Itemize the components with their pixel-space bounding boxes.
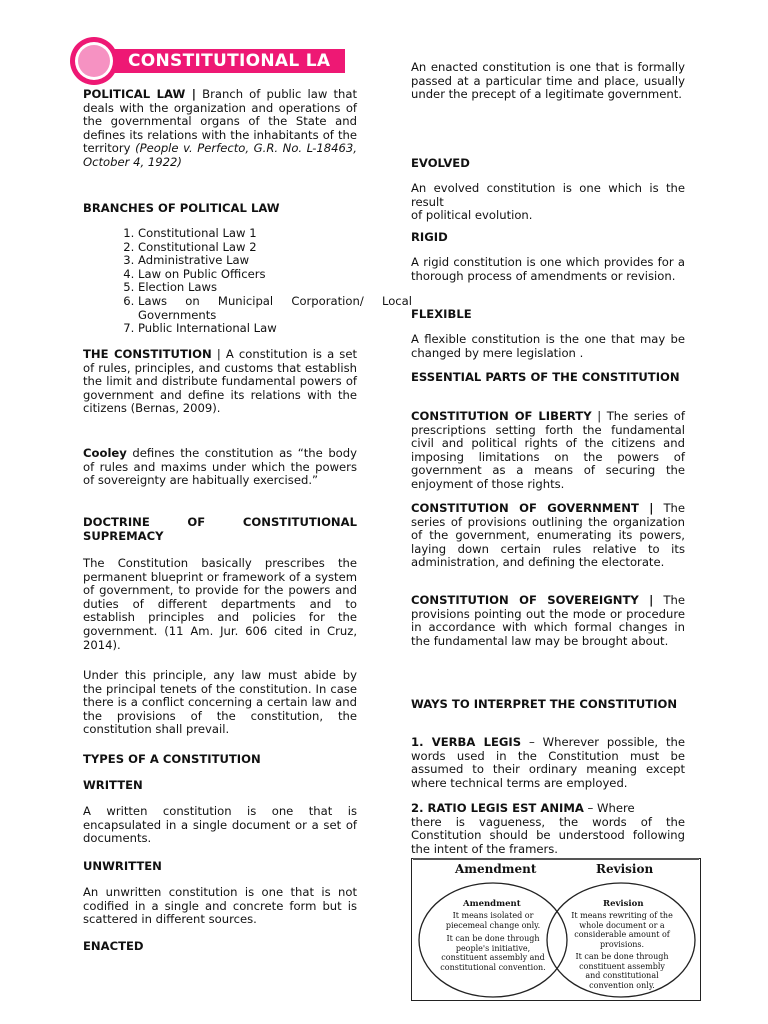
rigid-heading: RIGID (411, 230, 448, 244)
list-item: 7. Public International Law (138, 322, 412, 336)
types-heading: TYPES OF A CONSTITUTION (83, 752, 261, 766)
branches-heading: BRANCHES OF POLITICAL LAW (83, 201, 280, 215)
liberty-paragraph (411, 410, 685, 492)
list-item: 4. Law on Public Officers (138, 268, 412, 282)
amendment-revision-venn-diagram (411, 858, 701, 1001)
doctrine-heading (83, 516, 357, 543)
written-heading: WRITTEN (83, 778, 143, 792)
unwritten-heading: UNWRITTEN (83, 859, 162, 873)
unwritten-definition: An unwritten constitution is one that is not codified in a single and concrete form but is scattered in different sources. (83, 885, 357, 927)
essential-heading (411, 371, 685, 385)
verba-legis-definition: – Wherever possible, the words used in the Constitution must be assumed to their ordinary meaning except where technical terms are employed. (411, 735, 685, 790)
government-term: CONSTITUTION OF GOVERNMENT | (411, 501, 654, 515)
cooley-paragraph (83, 447, 357, 488)
constitution-term: THE CONSTITUTION (83, 347, 212, 361)
list-item: 1. Constitutional Law 1 (138, 227, 412, 241)
liberty-definition: | The series of prescriptions setting forth the fundamental civil and political rights of the citizens and imposing limitations on the powers of government as a means of securing the enjoyment of those rights. (411, 409, 685, 491)
government-definition: The series of provisions outlining the organization of the government, enumerating its powers, laying down certain rules relative to its administration, and defining the electorate. (411, 501, 686, 570)
venn-right-subtitle: Revision (603, 899, 644, 909)
evolved-definition-line-1: An evolved constitution is one which is the result (411, 181, 685, 209)
liberty-term: CONSTITUTION OF LIBERTY (411, 409, 592, 423)
sovereignty-definition: The provisions pointing out the mode or procedure in accordance with which formal changes in the fundamental law may be brought about. (411, 593, 685, 648)
page-title: CONSTITUTIONAL LA (128, 51, 331, 71)
verba-legis-paragraph (411, 736, 685, 790)
political-law-paragraph (83, 88, 357, 170)
rigid-definition: A rigid constitution is one which provides for a thorough process of amendments or revision. (411, 255, 685, 283)
cooley-term: Cooley (83, 446, 127, 460)
doctrine-paragraph-2: Under this principle, any law must abide by the principal tenets of the constitution. In case there is a conflict concerning a certain law and the provisions of the constitution, the constitution shall prevail. (83, 668, 357, 737)
constitution-paragraph (83, 348, 357, 416)
flexible-heading: FLEXIBLE (411, 307, 472, 321)
essential-heading-text: ESSENTIAL PARTS OF THE CONSTITUTION (411, 370, 680, 384)
header-banner (70, 37, 345, 85)
ways-heading (411, 698, 685, 712)
verba-legis-term: 1. VERBA LEGIS (411, 735, 522, 749)
political-law-definition: Branch of public law that deals with the organization and operations of the governmental organs of the State and defines its relations with the inhabitants of the territory (83, 87, 357, 156)
venn-left-text-2: It can be done through people's initiative, constituent assembly and constitutional convention. (440, 934, 546, 972)
cooley-definition: defines the constitution as “the body of rules and maxims under which the powers of sovereignty are habitually exercised.” (83, 446, 357, 488)
government-paragraph (411, 502, 685, 570)
doctrine-paragraph-1: The Constitution basically prescribes the permanent blueprint or framework of a system of government, to provide for the powers and duties of different departments and to establish principles and policies for the government. (11 Am. Jur. 606 cited in Cruz, 2014). (83, 556, 357, 652)
ratio-legis-term: 2. RATIO LEGIS EST ANIMA (411, 801, 584, 815)
venn-right-title: Revision (596, 862, 654, 876)
enacted-heading: ENACTED (83, 939, 144, 953)
evolved-definition-line-2: of political evolution. (411, 208, 533, 223)
list-item: 3. Administrative Law (138, 254, 412, 268)
flexible-definition: A flexible constitution is the one that may be changed by mere legislation . (411, 332, 685, 360)
branches-list (83, 227, 412, 336)
ratio-legis-definition-start: – Where (583, 801, 635, 815)
evolved-heading: EVOLVED (411, 156, 470, 170)
list-item: 5. Election Laws (138, 281, 412, 295)
political-law-citation: (People v. Perfecto, G.R. No. L-18463, October 4, 1922) (83, 141, 357, 169)
venn-left-title: Amendment (455, 862, 537, 876)
ratio-legis-paragraph (411, 802, 685, 856)
list-item: 2. Constitutional Law 2 (138, 241, 412, 255)
sovereignty-paragraph (411, 594, 685, 648)
doctrine-heading-text: DOCTRINE OF CONSTITUTIONAL SUPREMACY (83, 515, 357, 543)
ratio-legis-definition: there is vagueness, the words of the Constitution should be understood following the intent of the framers. (411, 814, 685, 856)
evolved-definition (411, 182, 685, 223)
venn-right-text-2: It can be done through constituent assembly and constitutional convention only. (575, 952, 669, 990)
enacted-definition: An enacted constitution is one that is formally passed at a particular time and place, usually under the precept of a legitimate government. (411, 60, 685, 102)
list-item: 6. Laws on Municipal Corporation/ Local Governments (138, 295, 412, 322)
sovereignty-term: CONSTITUTION OF SOVEREIGNTY | (411, 593, 654, 607)
venn-right-text-1: It means rewriting of the whole document or a considerable amount of provisions. (571, 911, 673, 949)
constitution-definition: | A constitution is a set of rules, principles, and customs that establish the limit and distribute fundamental powers of government and define its relations with the citizens (Bernas, 2009). (83, 347, 357, 416)
written-definition: A written constitution is one that is encapsulated in a single document or a set of documents. (83, 804, 357, 846)
ways-heading-text: WAYS TO INTERPRET THE CONSTITUTION (411, 697, 678, 711)
political-law-term: POLITICAL LAW | (83, 87, 196, 101)
banner-circle-icon (70, 37, 118, 85)
venn-left-subtitle: Amendment (463, 899, 521, 909)
venn-left-text-1: It means isolated or piecemeal change only. (445, 911, 541, 930)
